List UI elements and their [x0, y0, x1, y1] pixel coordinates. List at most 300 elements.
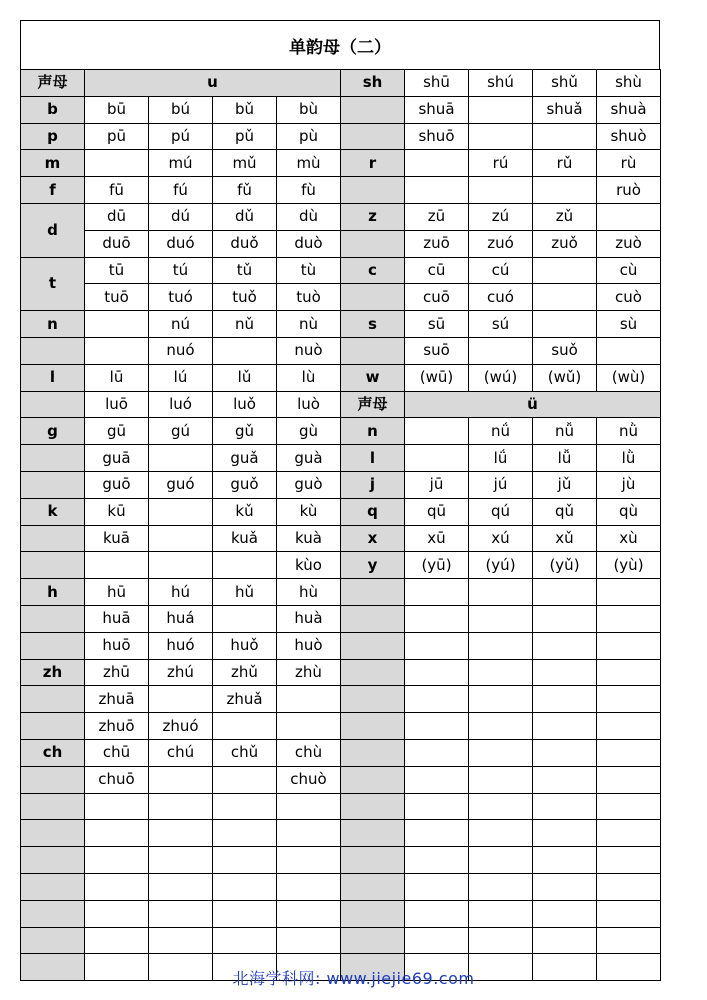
table-row	[21, 364, 661, 391]
table-cell: chǔ	[213, 739, 277, 766]
table-cell	[597, 686, 661, 713]
table-cell: lū	[85, 364, 149, 391]
table-cell	[213, 793, 277, 820]
table-cell: chū	[85, 739, 149, 766]
table-cell	[277, 713, 341, 740]
table-row	[21, 579, 661, 606]
header-cell: n	[341, 418, 405, 445]
table-cell	[277, 847, 341, 874]
table-cell: nǚ	[533, 418, 597, 445]
table-cell: zú	[469, 203, 533, 230]
table-cell: huō	[85, 632, 149, 659]
header-cell	[341, 793, 405, 820]
table-cell: chuò	[277, 766, 341, 793]
header-cell	[21, 820, 85, 847]
table-cell	[533, 766, 597, 793]
header-cell	[341, 766, 405, 793]
table-cell	[597, 605, 661, 632]
table-cell	[469, 337, 533, 364]
header-cell: w	[341, 364, 405, 391]
table-cell: qū	[405, 498, 469, 525]
table-cell	[597, 632, 661, 659]
table-cell: pú	[149, 123, 213, 150]
table-cell	[85, 900, 149, 927]
table-cell: pù	[277, 123, 341, 150]
table-cell	[405, 445, 469, 472]
table-cell: cuō	[405, 284, 469, 311]
table-cell: lǚ	[533, 445, 597, 472]
table-cell: cù	[597, 257, 661, 284]
table-cell: hú	[149, 579, 213, 606]
table-cell: jū	[405, 471, 469, 498]
table-cell: guō	[85, 471, 149, 498]
table-cell	[213, 900, 277, 927]
table-cell: kǔ	[213, 498, 277, 525]
table-row	[21, 820, 661, 847]
header-cell	[21, 686, 85, 713]
table-cell	[405, 739, 469, 766]
header-cell: c	[341, 257, 405, 284]
table-cell	[597, 873, 661, 900]
table-cell: huò	[277, 632, 341, 659]
table-cell	[405, 927, 469, 954]
table-cell: tuó	[149, 284, 213, 311]
table-cell	[405, 766, 469, 793]
table-cell: (wū)	[405, 364, 469, 391]
table-cell: zhú	[149, 659, 213, 686]
table-cell: guǎ	[213, 445, 277, 472]
table-cell	[277, 927, 341, 954]
header-cell	[341, 659, 405, 686]
table-cell	[597, 713, 661, 740]
header-cell	[341, 739, 405, 766]
table-cell: guǒ	[213, 471, 277, 498]
table-cell: zhuǎ	[213, 686, 277, 713]
table-cell: chuō	[85, 766, 149, 793]
worksheet	[20, 20, 660, 981]
table-cell: tǔ	[213, 257, 277, 284]
table-cell	[597, 793, 661, 820]
table-cell: guò	[277, 471, 341, 498]
table-row	[21, 391, 661, 418]
table-cell: dǔ	[213, 203, 277, 230]
header-cell: 声母	[341, 391, 405, 418]
table-cell	[469, 177, 533, 204]
table-cell	[149, 552, 213, 579]
table-cell: guó	[149, 471, 213, 498]
table-cell	[469, 96, 533, 123]
table-cell: nú	[149, 311, 213, 338]
table-cell: zǔ	[533, 203, 597, 230]
table-cell: mú	[149, 150, 213, 177]
table-row	[21, 766, 661, 793]
table-cell: xū	[405, 525, 469, 552]
header-cell	[21, 847, 85, 874]
table-cell: lǘ	[469, 445, 533, 472]
header-cell	[21, 793, 85, 820]
table-cell: xǔ	[533, 525, 597, 552]
header-cell	[341, 927, 405, 954]
table-cell: guà	[277, 445, 341, 472]
table-row	[21, 793, 661, 820]
table-cell	[213, 927, 277, 954]
header-cell	[341, 713, 405, 740]
table-cell	[85, 847, 149, 874]
header-cell: ü	[405, 391, 661, 418]
table-cell: luò	[277, 391, 341, 418]
table-cell: sù	[597, 311, 661, 338]
table-cell	[277, 900, 341, 927]
table-cell	[533, 177, 597, 204]
header-cell	[341, 230, 405, 257]
table-row	[21, 713, 661, 740]
table-row	[21, 873, 661, 900]
table-cell: chù	[277, 739, 341, 766]
header-cell	[341, 579, 405, 606]
table-cell	[533, 873, 597, 900]
table-cell	[85, 150, 149, 177]
table-row	[21, 927, 661, 954]
table-cell: nǘ	[469, 418, 533, 445]
table-cell: duò	[277, 230, 341, 257]
table-cell: shú	[469, 70, 533, 97]
table-cell	[469, 739, 533, 766]
table-cell	[85, 793, 149, 820]
table-cell: shuǎ	[533, 96, 597, 123]
table-cell	[213, 605, 277, 632]
table-cell: zuō	[405, 230, 469, 257]
table-cell	[597, 203, 661, 230]
header-cell: l	[341, 445, 405, 472]
header-cell	[21, 525, 85, 552]
table-cell: zuǒ	[533, 230, 597, 257]
table-cell: fù	[277, 177, 341, 204]
table-cell: fū	[85, 177, 149, 204]
table-cell: ruò	[597, 177, 661, 204]
table-cell: (yú)	[469, 552, 533, 579]
table-cell: xù	[597, 525, 661, 552]
table-cell: kuà	[277, 525, 341, 552]
table-cell: duǒ	[213, 230, 277, 257]
table-row	[21, 605, 661, 632]
table-cell: hū	[85, 579, 149, 606]
header-cell	[341, 873, 405, 900]
header-cell: d	[21, 203, 85, 257]
header-cell: u	[85, 70, 341, 97]
table-cell: tū	[85, 257, 149, 284]
table-cell	[277, 820, 341, 847]
table-cell	[85, 552, 149, 579]
table-cell: lǜ	[597, 445, 661, 472]
table-cell	[405, 820, 469, 847]
header-cell	[21, 471, 85, 498]
table-row	[21, 498, 661, 525]
table-cell	[213, 337, 277, 364]
table-cell	[149, 686, 213, 713]
table-cell	[277, 793, 341, 820]
table-cell: tuō	[85, 284, 149, 311]
table-cell: fǔ	[213, 177, 277, 204]
table-cell: rù	[597, 150, 661, 177]
table-cell	[213, 847, 277, 874]
table-cell: zhù	[277, 659, 341, 686]
table-cell: kuǎ	[213, 525, 277, 552]
table-cell: nuò	[277, 337, 341, 364]
table-cell: qù	[597, 498, 661, 525]
table-cell	[469, 123, 533, 150]
table-row	[21, 150, 661, 177]
table-cell: gǔ	[213, 418, 277, 445]
table-cell: lǔ	[213, 364, 277, 391]
header-cell	[341, 632, 405, 659]
header-cell: g	[21, 418, 85, 445]
header-cell	[341, 96, 405, 123]
table-row	[21, 445, 661, 472]
table-cell: bū	[85, 96, 149, 123]
table-cell	[405, 793, 469, 820]
table-cell: duó	[149, 230, 213, 257]
table-row	[21, 847, 661, 874]
table-cell: (yù)	[597, 552, 661, 579]
table-row	[21, 337, 661, 364]
table-cell	[85, 927, 149, 954]
table-cell	[213, 713, 277, 740]
table-cell: zhuó	[149, 713, 213, 740]
header-cell: ch	[21, 739, 85, 766]
table-cell	[85, 337, 149, 364]
table-cell	[469, 632, 533, 659]
table-cell	[597, 820, 661, 847]
header-cell	[21, 900, 85, 927]
table-cell: zhǔ	[213, 659, 277, 686]
table-row	[21, 203, 661, 230]
table-cell: zuó	[469, 230, 533, 257]
table-cell	[149, 498, 213, 525]
table-cell	[149, 847, 213, 874]
header-cell	[21, 927, 85, 954]
table-row	[21, 900, 661, 927]
table-cell: luǒ	[213, 391, 277, 418]
table-cell: sū	[405, 311, 469, 338]
table-cell: zhū	[85, 659, 149, 686]
table-row	[21, 230, 661, 257]
table-cell	[405, 177, 469, 204]
table-row	[21, 311, 661, 338]
table-row	[21, 96, 661, 123]
table-row	[21, 284, 661, 311]
table-cell: gù	[277, 418, 341, 445]
table-cell	[597, 847, 661, 874]
table-cell	[469, 820, 533, 847]
table-cell: cuò	[597, 284, 661, 311]
header-cell	[21, 713, 85, 740]
table-cell: lú	[149, 364, 213, 391]
table-cell: qǔ	[533, 498, 597, 525]
header-cell: x	[341, 525, 405, 552]
table-cell	[469, 873, 533, 900]
table-cell: (yū)	[405, 552, 469, 579]
header-cell: r	[341, 150, 405, 177]
header-cell	[341, 605, 405, 632]
table-cell: luó	[149, 391, 213, 418]
header-cell: t	[21, 257, 85, 311]
table-cell	[469, 605, 533, 632]
header-cell: l	[21, 364, 85, 391]
table-cell: nǜ	[597, 418, 661, 445]
table-cell: fú	[149, 177, 213, 204]
table-cell: shù	[597, 70, 661, 97]
header-cell: n	[21, 311, 85, 338]
table-cell	[533, 793, 597, 820]
table-cell	[533, 123, 597, 150]
table-cell: hù	[277, 579, 341, 606]
table-cell: shuā	[405, 96, 469, 123]
table-cell: luō	[85, 391, 149, 418]
table-cell: bǔ	[213, 96, 277, 123]
table-cell	[149, 900, 213, 927]
table-cell	[533, 311, 597, 338]
table-row	[21, 659, 661, 686]
table-cell: chú	[149, 739, 213, 766]
footer-website: 北海学科网: www.jiejie69.com	[232, 969, 475, 988]
header-cell: 声母	[21, 70, 85, 97]
table-cell	[469, 927, 533, 954]
table-cell	[533, 257, 597, 284]
table-cell	[469, 713, 533, 740]
table-cell: cú	[469, 257, 533, 284]
table-cell: shū	[405, 70, 469, 97]
table-row	[21, 70, 661, 97]
table-cell	[149, 927, 213, 954]
header-cell: z	[341, 203, 405, 230]
table-cell: huā	[85, 605, 149, 632]
table-cell: xú	[469, 525, 533, 552]
table-cell: rú	[469, 150, 533, 177]
header-cell	[341, 177, 405, 204]
header-cell	[21, 873, 85, 900]
table-cell: jǔ	[533, 471, 597, 498]
table-cell: dù	[277, 203, 341, 230]
table-cell: dú	[149, 203, 213, 230]
table-cell: cuó	[469, 284, 533, 311]
table-cell: jú	[469, 471, 533, 498]
header-cell: s	[341, 311, 405, 338]
table-cell: dū	[85, 203, 149, 230]
table-cell	[213, 766, 277, 793]
header-cell	[21, 766, 85, 793]
table-cell	[469, 686, 533, 713]
table-cell	[533, 927, 597, 954]
table-cell: tuò	[277, 284, 341, 311]
table-cell: pǔ	[213, 123, 277, 150]
table-cell	[469, 900, 533, 927]
table-cell: mù	[277, 150, 341, 177]
table-cell	[533, 632, 597, 659]
table-cell	[213, 552, 277, 579]
table-cell	[405, 686, 469, 713]
header-cell	[341, 284, 405, 311]
header-cell: zh	[21, 659, 85, 686]
table-cell	[533, 284, 597, 311]
table-cell	[85, 873, 149, 900]
table-cell	[149, 525, 213, 552]
table-cell	[405, 150, 469, 177]
table-cell	[597, 739, 661, 766]
table-row	[21, 123, 661, 150]
table-row	[21, 177, 661, 204]
header-cell: b	[21, 96, 85, 123]
table-cell: shǔ	[533, 70, 597, 97]
table-cell: huǒ	[213, 632, 277, 659]
table-cell	[597, 927, 661, 954]
table-cell	[85, 820, 149, 847]
table-cell: tù	[277, 257, 341, 284]
table-row	[21, 552, 661, 579]
table-cell	[533, 820, 597, 847]
table-cell	[533, 713, 597, 740]
table-row	[21, 686, 661, 713]
table-cell: sú	[469, 311, 533, 338]
header-cell: f	[21, 177, 85, 204]
table-cell: (wǔ)	[533, 364, 597, 391]
table-cell: kùo	[277, 552, 341, 579]
header-cell	[21, 552, 85, 579]
table-cell: gū	[85, 418, 149, 445]
table-cell	[405, 900, 469, 927]
table-cell	[405, 605, 469, 632]
table-cell: cū	[405, 257, 469, 284]
table-cell: qú	[469, 498, 533, 525]
table-cell	[85, 311, 149, 338]
table-cell: kuā	[85, 525, 149, 552]
header-cell	[341, 686, 405, 713]
table-cell	[469, 766, 533, 793]
table-cell	[213, 820, 277, 847]
table-row	[21, 525, 661, 552]
table-cell: (wù)	[597, 364, 661, 391]
header-cell: sh	[341, 70, 405, 97]
table-cell	[597, 659, 661, 686]
table-cell: kū	[85, 498, 149, 525]
table-cell: kù	[277, 498, 341, 525]
header-cell: h	[21, 579, 85, 606]
table-cell	[597, 579, 661, 606]
table-cell	[149, 873, 213, 900]
table-cell	[405, 579, 469, 606]
table-cell	[149, 793, 213, 820]
table-cell: duō	[85, 230, 149, 257]
table-cell	[405, 632, 469, 659]
table-cell	[469, 793, 533, 820]
table-cell: tú	[149, 257, 213, 284]
table-cell	[149, 820, 213, 847]
header-cell	[341, 847, 405, 874]
table-cell: jù	[597, 471, 661, 498]
table-row	[21, 418, 661, 445]
table-cell	[597, 900, 661, 927]
table-cell	[277, 686, 341, 713]
table-cell	[469, 579, 533, 606]
table-cell: huà	[277, 605, 341, 632]
table-cell: (wú)	[469, 364, 533, 391]
table-cell: bù	[277, 96, 341, 123]
header-cell: y	[341, 552, 405, 579]
table-cell	[405, 873, 469, 900]
table-row	[21, 257, 661, 284]
table-row	[21, 632, 661, 659]
table-cell: nǔ	[213, 311, 277, 338]
header-cell: q	[341, 498, 405, 525]
